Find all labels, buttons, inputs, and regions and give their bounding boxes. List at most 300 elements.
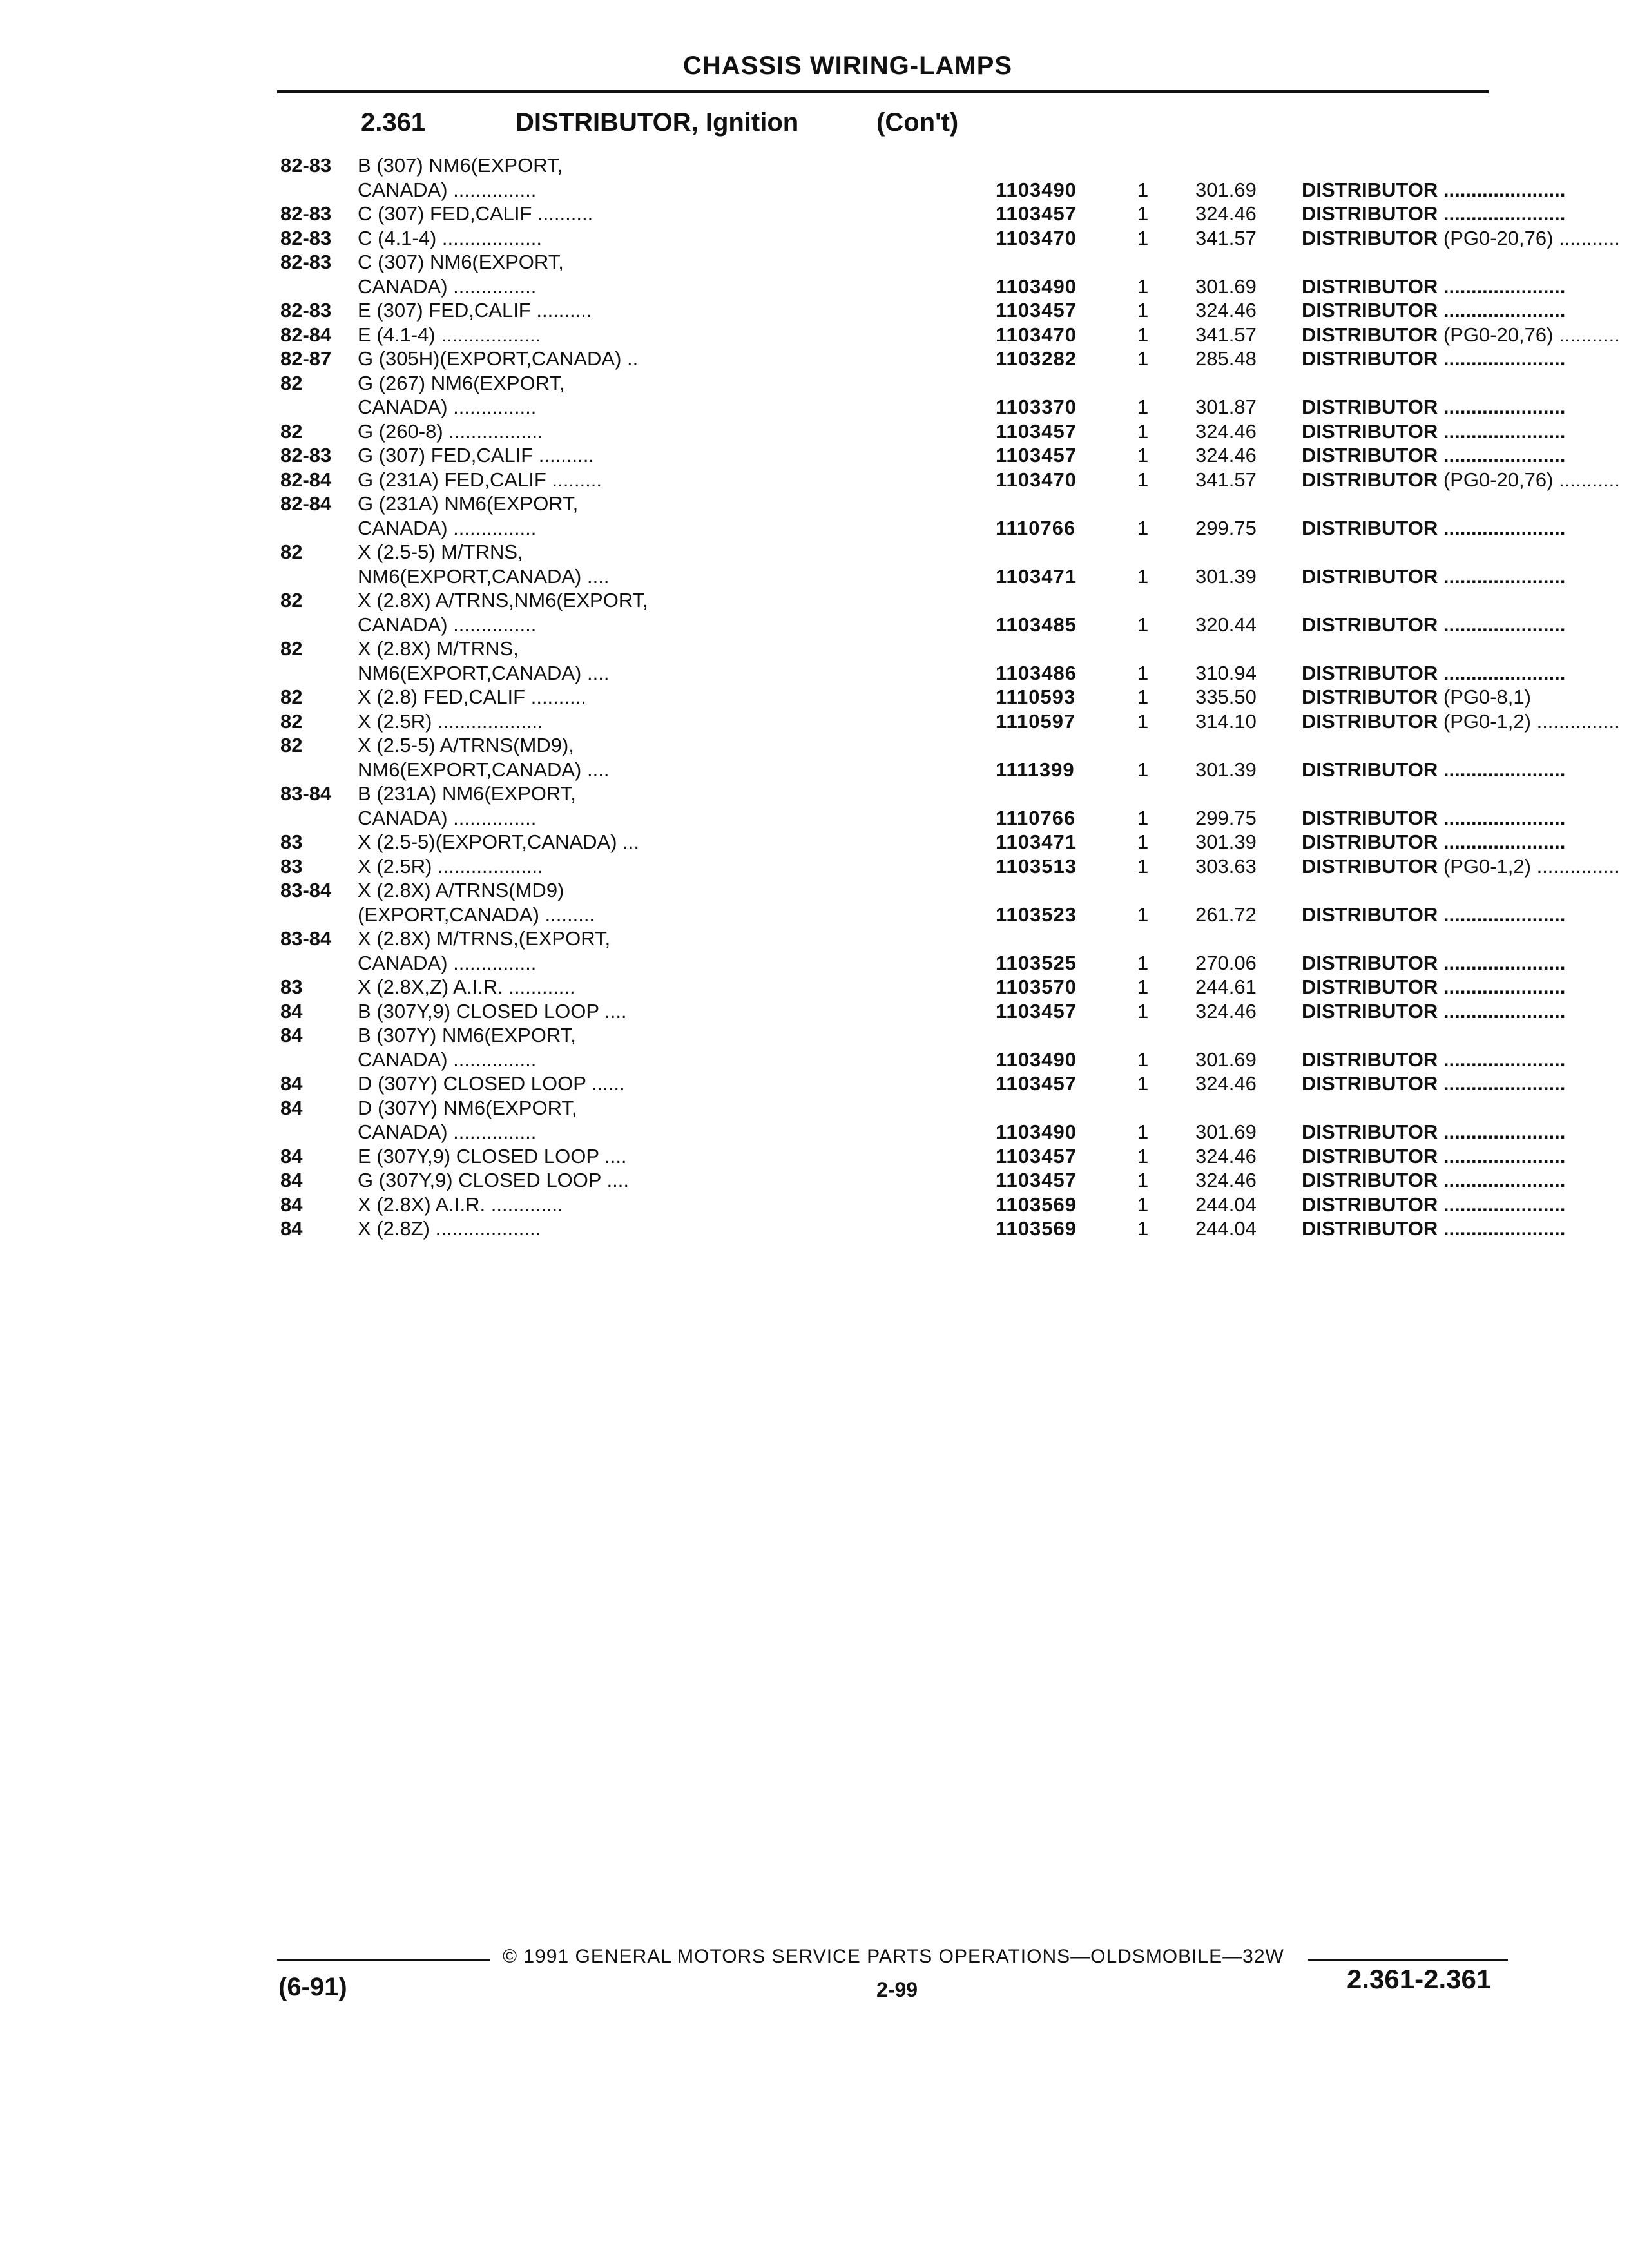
price: 341.57	[1195, 468, 1257, 491]
part-name-text: DISTRIBUTOR ......................	[1302, 903, 1566, 926]
table-row	[280, 830, 1566, 854]
part-number: 1110766	[996, 806, 1076, 829]
part-number: 1103457	[996, 444, 1077, 466]
quantity: 1	[1137, 516, 1149, 539]
model-year: 82-87	[280, 347, 332, 370]
table-row	[280, 274, 1566, 298]
model-description: B (307Y,9) CLOSED LOOP ....	[358, 999, 627, 1023]
part-name-text: DISTRIBUTOR	[1302, 686, 1438, 708]
model-description: X (2.8) FED,CALIF ..........	[358, 686, 586, 708]
part-number: 1110766	[996, 516, 1076, 539]
part-name	[1302, 298, 1629, 322]
price: 301.39	[1195, 564, 1257, 588]
quantity: 1	[1137, 226, 1149, 249]
part-name-text: DISTRIBUTOR ......................	[1302, 1120, 1566, 1143]
part-name-text: DISTRIBUTOR ......................	[1302, 975, 1566, 998]
part-number: 1103569	[996, 1217, 1077, 1240]
part-name-text: DISTRIBUTOR ......................	[1302, 758, 1566, 781]
quantity: 1	[1137, 709, 1149, 733]
part-number: 1103490	[996, 178, 1077, 201]
table-row	[280, 927, 1505, 950]
copyright-line: © 1991 GENERAL MOTORS SERVICE PARTS OPERATIONS—OLDSMOBILE—32W	[503, 1946, 1284, 1967]
table-row	[280, 733, 1505, 757]
price: 299.75	[1195, 516, 1257, 539]
model-year: 83-84	[280, 879, 332, 901]
table-row	[280, 758, 1566, 782]
price: 341.57	[1195, 226, 1257, 249]
table-row	[280, 153, 1505, 177]
part-number: 1103523	[996, 903, 1077, 926]
price: 324.46	[1195, 444, 1257, 466]
model-year: 82	[280, 371, 303, 394]
model-year: 84	[280, 1096, 303, 1119]
section-number: 2.361	[361, 108, 426, 137]
model-description: CANADA) ...............	[358, 396, 537, 418]
price: 270.06	[1195, 951, 1257, 974]
quantity: 1	[1137, 854, 1149, 878]
table-row	[280, 250, 1505, 274]
part-name	[1302, 1120, 1629, 1144]
price: 341.57	[1195, 323, 1257, 346]
part-name	[1302, 443, 1629, 467]
part-name-text: DISTRIBUTOR ......................	[1302, 831, 1566, 853]
price: 335.50	[1195, 686, 1257, 708]
price: 301.87	[1195, 396, 1257, 418]
model-description: B (307) NM6(EXPORT,	[358, 154, 563, 177]
part-name	[1302, 1193, 1629, 1216]
part-name	[1302, 709, 1629, 733]
model-description: CANADA) ...............	[358, 1048, 537, 1071]
model-description: G (231A) NM6(EXPORT,	[358, 492, 579, 515]
model-description: E (4.1-4) ..................	[358, 323, 541, 346]
model-year: 82	[280, 709, 303, 733]
part-number: 1103370	[996, 396, 1077, 418]
table-row	[280, 854, 1620, 878]
price: 324.46	[1195, 999, 1257, 1023]
model-year: 82-83	[280, 444, 332, 466]
part-number: 1103457	[996, 299, 1077, 322]
part-name	[1302, 1048, 1629, 1072]
model-description: X (2.5R) ...................	[358, 854, 543, 878]
edition-date: (6-91)	[278, 1973, 347, 2001]
model-description: X (2.5-5) M/TRNS,	[358, 541, 523, 563]
table-row	[280, 782, 1505, 805]
part-number: 1103513	[996, 854, 1077, 878]
quantity: 1	[1137, 806, 1149, 829]
table-row	[280, 395, 1566, 419]
quantity: 1	[1137, 178, 1149, 201]
model-description: B (307Y) NM6(EXPORT,	[358, 1024, 576, 1046]
part-name	[1302, 661, 1629, 685]
part-number: 1103470	[996, 323, 1077, 346]
part-name-text: DISTRIBUTOR ......................	[1302, 806, 1566, 829]
model-year: 84	[280, 1193, 303, 1216]
part-name	[1302, 323, 1629, 347]
price: 301.39	[1195, 831, 1257, 853]
model-description: X (2.8X) M/TRNS,	[358, 637, 519, 660]
table-row	[280, 999, 1566, 1023]
part-name-text: DISTRIBUTOR	[1302, 323, 1438, 346]
table-row	[280, 516, 1566, 540]
model-description: G (267) NM6(EXPORT,	[358, 371, 565, 394]
quantity: 1	[1137, 323, 1149, 346]
table-row	[280, 1048, 1566, 1072]
quantity: 1	[1137, 1072, 1149, 1095]
model-year: 82-84	[280, 492, 332, 515]
page-number: 2-99	[876, 1978, 918, 2001]
quantity: 1	[1137, 1193, 1149, 1216]
model-year: 82-83	[280, 299, 332, 322]
part-name-text: DISTRIBUTOR ......................	[1302, 999, 1566, 1023]
part-name-text: DISTRIBUTOR ......................	[1302, 661, 1566, 684]
price: 301.69	[1195, 178, 1257, 201]
part-name-text: DISTRIBUTOR	[1302, 709, 1438, 733]
price: 301.69	[1195, 1120, 1257, 1143]
table-row	[280, 1072, 1566, 1095]
quantity: 1	[1137, 396, 1149, 418]
price: 324.46	[1195, 1144, 1257, 1168]
quantity: 1	[1137, 347, 1149, 370]
part-number: 1103282	[996, 347, 1077, 370]
model-description: X (2.5-5)(EXPORT,CANADA) ...	[358, 831, 639, 853]
part-name-text: DISTRIBUTOR ......................	[1302, 951, 1566, 974]
quantity: 1	[1137, 613, 1149, 636]
model-year: 82	[280, 734, 303, 756]
part-number: 1103490	[996, 274, 1077, 298]
part-name	[1302, 951, 1629, 975]
running-title: CHASSIS WIRING-LAMPS	[683, 52, 1013, 80]
part-number: 1103485	[996, 613, 1077, 636]
part-number: 1103490	[996, 1120, 1077, 1143]
part-name-text: DISTRIBUTOR ......................	[1302, 274, 1566, 298]
model-description: D (307Y) CLOSED LOOP ......	[358, 1072, 625, 1095]
model-year: 83	[280, 831, 303, 853]
part-name-text: DISTRIBUTOR ......................	[1302, 419, 1566, 443]
section-range: 2.361-2.361	[1347, 1964, 1492, 1994]
price: 324.46	[1195, 1072, 1257, 1095]
table-row	[280, 178, 1566, 202]
table-row	[280, 468, 1620, 492]
model-description: X (2.8X) A.I.R. .............	[358, 1193, 563, 1216]
section-title: DISTRIBUTOR, Ignition	[516, 108, 799, 137]
part-name	[1302, 975, 1629, 999]
table-row	[280, 685, 1531, 709]
model-description: CANADA) ...............	[358, 274, 537, 298]
part-name	[1302, 1072, 1629, 1095]
quantity: 1	[1137, 951, 1149, 974]
part-number: 1103457	[996, 1144, 1077, 1168]
quantity: 1	[1137, 975, 1149, 998]
model-year: 83-84	[280, 927, 332, 950]
table-row	[280, 613, 1566, 637]
price: 310.94	[1195, 661, 1257, 684]
table-row	[280, 564, 1566, 588]
model-description: NM6(EXPORT,CANADA) ....	[358, 661, 610, 684]
table-row	[280, 1144, 1566, 1168]
model-description: X (2.8X,Z) A.I.R. ............	[358, 975, 575, 998]
price: 324.46	[1195, 299, 1257, 322]
table-row	[280, 419, 1566, 443]
model-year: 84	[280, 1144, 303, 1168]
part-number: 1103470	[996, 226, 1077, 249]
quantity: 1	[1137, 419, 1149, 443]
price: 301.39	[1195, 758, 1257, 781]
table-row	[280, 588, 1505, 612]
model-description: G (307) FED,CALIF ..........	[358, 444, 594, 466]
part-name-text: DISTRIBUTOR ......................	[1302, 516, 1566, 539]
part-note: (PG0-1,2) ...............	[1438, 854, 1620, 878]
table-row	[280, 371, 1505, 395]
model-description: G (231A) FED,CALIF .........	[358, 468, 602, 491]
price: 320.44	[1195, 613, 1257, 636]
model-description: CANADA) ...............	[358, 1120, 537, 1143]
quantity: 1	[1137, 1217, 1149, 1240]
model-year: 82	[280, 637, 303, 660]
table-row	[280, 951, 1566, 975]
part-name-text: DISTRIBUTOR	[1302, 854, 1438, 878]
footer-rule-left	[277, 1959, 490, 1961]
part-name	[1302, 685, 1629, 709]
price: 324.46	[1195, 202, 1257, 225]
part-note: (PG0-8,1)	[1438, 686, 1531, 708]
model-description: (EXPORT,CANADA) .........	[358, 903, 595, 926]
part-number: 1111399	[996, 758, 1075, 781]
model-description: C (307) NM6(EXPORT,	[358, 251, 564, 273]
price: 244.04	[1195, 1217, 1257, 1240]
table-row	[280, 202, 1566, 226]
part-number: 1103490	[996, 1048, 1077, 1071]
table-row	[280, 637, 1505, 660]
part-name-text: DISTRIBUTOR ......................	[1302, 1144, 1566, 1168]
part-name	[1302, 999, 1629, 1023]
quantity: 1	[1137, 661, 1149, 684]
part-name	[1302, 1144, 1629, 1168]
model-description: X (2.5-5) A/TRNS(MD9),	[358, 734, 574, 756]
price: 301.69	[1195, 1048, 1257, 1071]
part-name	[1302, 564, 1629, 588]
continued-label: (Con't)	[876, 108, 959, 137]
part-name-text: DISTRIBUTOR ......................	[1302, 1048, 1566, 1071]
price: 324.46	[1195, 1169, 1257, 1191]
quantity: 1	[1137, 999, 1149, 1023]
table-row	[280, 661, 1566, 685]
part-name-text: DISTRIBUTOR ......................	[1302, 1072, 1566, 1095]
price: 303.63	[1195, 854, 1257, 878]
model-description: G (260-8) .................	[358, 419, 543, 443]
model-description: NM6(EXPORT,CANADA) ....	[358, 758, 610, 781]
part-number: 1103457	[996, 1169, 1077, 1191]
table-row	[280, 1168, 1566, 1192]
part-name	[1302, 226, 1629, 250]
table-row	[280, 298, 1566, 322]
quantity: 1	[1137, 1169, 1149, 1191]
model-year: 82-84	[280, 323, 332, 346]
price: 299.75	[1195, 806, 1257, 829]
part-name-text: DISTRIBUTOR ......................	[1302, 564, 1566, 588]
quantity: 1	[1137, 686, 1149, 708]
quantity: 1	[1137, 274, 1149, 298]
part-note: (PG0-20,76) ...........	[1438, 323, 1620, 346]
quantity: 1	[1137, 1120, 1149, 1143]
model-year: 83	[280, 975, 303, 998]
model-year: 82	[280, 686, 303, 708]
part-name	[1302, 1168, 1629, 1192]
model-year: 84	[280, 1024, 303, 1046]
part-name-text: DISTRIBUTOR ......................	[1302, 347, 1566, 370]
model-year: 84	[280, 1217, 303, 1240]
part-number: 1103569	[996, 1193, 1077, 1216]
model-year: 82-84	[280, 468, 332, 491]
table-row	[280, 443, 1566, 467]
price: 324.46	[1195, 419, 1257, 443]
model-description: CANADA) ...............	[358, 613, 537, 636]
table-row	[280, 226, 1620, 250]
price: 301.69	[1195, 274, 1257, 298]
part-number: 1103570	[996, 975, 1077, 998]
part-name-text: DISTRIBUTOR ......................	[1302, 299, 1566, 322]
part-number: 1110593	[996, 686, 1076, 708]
part-name	[1302, 468, 1629, 492]
part-name	[1302, 613, 1629, 637]
model-description: CANADA) ...............	[358, 516, 537, 539]
table-row	[280, 540, 1505, 564]
part-name	[1302, 830, 1629, 854]
table-row	[280, 975, 1566, 999]
quantity: 1	[1137, 831, 1149, 853]
header-rule	[277, 90, 1489, 93]
model-description: B (231A) NM6(EXPORT,	[358, 782, 576, 805]
model-description: C (4.1-4) ..................	[358, 226, 542, 249]
quantity: 1	[1137, 564, 1149, 588]
part-name	[1302, 178, 1629, 202]
model-description: C (307) FED,CALIF ..........	[358, 202, 593, 225]
model-description: X (2.8X) A/TRNS(MD9)	[358, 879, 564, 901]
part-note: (PG0-20,76) ...........	[1438, 468, 1620, 491]
price: 244.61	[1195, 975, 1257, 998]
model-year: 82	[280, 419, 303, 443]
model-year: 84	[280, 1169, 303, 1191]
part-number: 1110597	[996, 709, 1076, 733]
model-year: 82-83	[280, 154, 332, 177]
part-name	[1302, 854, 1629, 878]
quantity: 1	[1137, 758, 1149, 781]
footer-rule-right	[1308, 1959, 1508, 1961]
part-number: 1103457	[996, 1072, 1077, 1095]
part-number: 1103471	[996, 831, 1077, 853]
part-name-text: DISTRIBUTOR ......................	[1302, 178, 1566, 201]
part-name	[1302, 395, 1629, 419]
table-row	[280, 1193, 1566, 1216]
part-name	[1302, 806, 1629, 830]
model-description: D (307Y) NM6(EXPORT,	[358, 1096, 577, 1119]
part-name-text: DISTRIBUTOR ......................	[1302, 1193, 1566, 1216]
table-row	[280, 1216, 1566, 1240]
quantity: 1	[1137, 468, 1149, 491]
part-number: 1103525	[996, 951, 1077, 974]
part-name	[1302, 274, 1629, 298]
model-description: G (305H)(EXPORT,CANADA) ..	[358, 347, 639, 370]
model-year: 82-83	[280, 202, 332, 225]
part-name-text: DISTRIBUTOR ......................	[1302, 1217, 1566, 1240]
model-year: 82-83	[280, 251, 332, 273]
table-row	[280, 1096, 1505, 1120]
part-name-text: DISTRIBUTOR ......................	[1302, 396, 1566, 418]
part-name	[1302, 903, 1629, 927]
model-year: 82-83	[280, 226, 332, 249]
table-row	[280, 1023, 1505, 1047]
table-row	[280, 709, 1620, 733]
price: 244.04	[1195, 1193, 1257, 1216]
part-name-text: DISTRIBUTOR ......................	[1302, 444, 1566, 466]
model-description: E (307Y,9) CLOSED LOOP ....	[358, 1144, 627, 1168]
model-description: CANADA) ...............	[358, 951, 537, 974]
quantity: 1	[1137, 1048, 1149, 1071]
quantity: 1	[1137, 299, 1149, 322]
model-year: 83	[280, 854, 303, 878]
table-row	[280, 347, 1566, 370]
section-heading	[361, 108, 1070, 147]
model-description: G (307Y,9) CLOSED LOOP ....	[358, 1169, 629, 1191]
quantity: 1	[1137, 1144, 1149, 1168]
model-year: 84	[280, 1072, 303, 1095]
part-name	[1302, 419, 1629, 443]
part-name-text: DISTRIBUTOR ......................	[1302, 1169, 1566, 1191]
part-number: 1103457	[996, 999, 1077, 1023]
part-name	[1302, 347, 1629, 370]
table-row	[280, 1120, 1566, 1144]
part-number: 1103471	[996, 564, 1077, 588]
model-year: 83-84	[280, 782, 332, 805]
quantity: 1	[1137, 903, 1149, 926]
model-description: E (307) FED,CALIF ..........	[358, 299, 592, 322]
model-description: NM6(EXPORT,CANADA) ....	[358, 564, 610, 588]
model-year: 82	[280, 589, 303, 611]
part-name	[1302, 202, 1629, 226]
model-description: CANADA) ...............	[358, 178, 537, 201]
model-year: 82	[280, 541, 303, 563]
part-note: (PG0-1,2) ...............	[1438, 709, 1620, 733]
part-name	[1302, 758, 1629, 782]
price: 261.72	[1195, 903, 1257, 926]
part-name-text: DISTRIBUTOR ......................	[1302, 202, 1566, 225]
model-description: X (2.8X) M/TRNS,(EXPORT,	[358, 927, 611, 950]
price: 314.10	[1195, 709, 1257, 733]
price: 285.48	[1195, 347, 1257, 370]
quantity: 1	[1137, 444, 1149, 466]
model-description: X (2.5R) ...................	[358, 709, 543, 733]
part-number: 1103457	[996, 419, 1077, 443]
quantity: 1	[1137, 202, 1149, 225]
table-row	[280, 323, 1620, 347]
table-row	[280, 806, 1566, 830]
table-row	[280, 903, 1566, 927]
part-name-text: DISTRIBUTOR ......................	[1302, 613, 1566, 636]
part-note: (PG0-20,76) ...........	[1438, 226, 1620, 249]
part-name-text: DISTRIBUTOR	[1302, 468, 1438, 491]
model-description: X (2.8Z) ...................	[358, 1217, 541, 1240]
part-name	[1302, 516, 1629, 540]
part-name	[1302, 1216, 1629, 1240]
table-row	[280, 878, 1505, 902]
model-description: CANADA) ...............	[358, 806, 537, 829]
table-row	[280, 492, 1505, 515]
model-description: X (2.8X) A/TRNS,NM6(EXPORT,	[358, 589, 648, 611]
part-number: 1103457	[996, 202, 1077, 225]
model-year: 84	[280, 999, 303, 1023]
part-name-text: DISTRIBUTOR	[1302, 226, 1438, 249]
part-number: 1103486	[996, 661, 1077, 684]
part-number: 1103470	[996, 468, 1077, 491]
